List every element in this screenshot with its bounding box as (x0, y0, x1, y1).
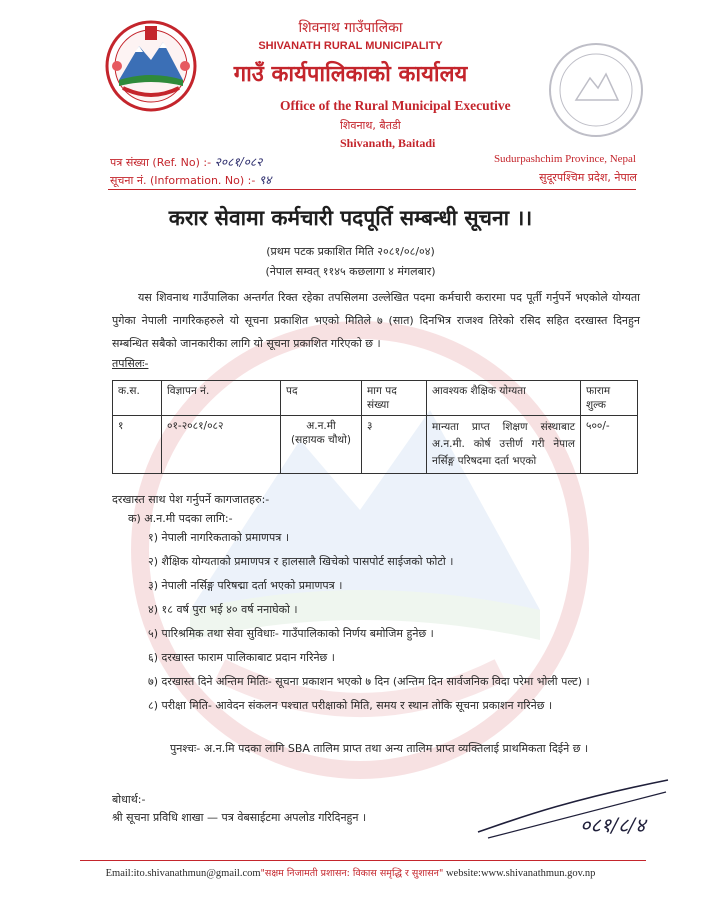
header-divider (108, 189, 636, 190)
province-english: Sudurpashchim Province, Nepal (493, 153, 636, 165)
list-item: ५) पारिश्रमिक तथा सेवा सुविधाः- गाउँपालिकाको निर्णय बमोजिम हुनेछ । (148, 627, 434, 640)
list-item: ८) परीक्षा मिति- आवेदन संकलन पश्चात परीक्षाको मिति, समय र स्थान तोकि सूचना प्रकाशन गरिनेछ । (148, 699, 553, 712)
col-header-fee: फाराम शुल्क (581, 381, 638, 416)
handwritten-signature (468, 772, 678, 852)
office-name-english: Office of the Rural Municipal Executive (280, 98, 511, 113)
information-number: सूचना नं. (Information. No) :- ९४ (110, 173, 272, 187)
footer-email[interactable]: Email:ito.shivanathmun@gmail.com (105, 868, 261, 879)
footer-website[interactable]: website:www.shivanathmun.gov.np (445, 868, 596, 879)
col-header-sn: क.स. (113, 381, 162, 416)
notice-title: करार सेवामा कर्मचारी पदपूर्ति सम्बन्धी सूचना ।। (168, 206, 533, 230)
list-item: १) नेपाली नागरिकताको प्रमाणपत्र । (148, 531, 289, 544)
col-header-count: माग पद संख्या (362, 381, 427, 416)
reference-number-value: २०८१/०८२ (214, 155, 263, 169)
cell-post-sub: (सहायक चौथो) (291, 434, 351, 446)
municipality-name-nepali: शिवनाथ गाउँपालिका (298, 20, 403, 36)
publication-date: (प्रथम पटक प्रकाशित मिति २०८१/०८/०४) (266, 245, 435, 258)
province-nepali: सुदूरपश्चिम प्रदेश, नेपाल (539, 171, 637, 184)
notice-body: यस शिवनाथ गाउँपालिका अन्तर्गत रिक्त रहेका तपसिलमा उल्लेखित पदमा कर्मचारी करारमा पद पूर्ती गर्नुपर्ने भएकोले योग्यता पुगेका नेपाली नागरिकहरुले यो सूचना प्रकाशित भएको मितिले ७ (सात) दिनभित्र राजश्व तिरेको रसिद सहित दरखास्त दिनहुन सम्बन्धित सबैको जानकारीका लागि यो सूचना प्रकाशित गरिएको छ । (112, 291, 640, 350)
list-item: ३) नेपाली नर्सिङ्ग परिषद्मा दर्ता भएको प्रमाणपत्र । (148, 579, 343, 592)
documents-list (148, 529, 660, 721)
list-item: २) शैक्षिक योग्यताको प्रमाणपत्र र हालसालै खिचेको पासपोर्ट साईजको फोटो । (148, 555, 454, 568)
cc-line: श्री सूचना प्रविधि शाखा — पत्र वेबसाईटमा अपलोड गरिदिनहुन । (112, 811, 367, 824)
footer-slogan: "सक्षम निजामती प्रशासन: विकास समृद्धि र सुशासन" (260, 868, 444, 879)
cell-post (281, 416, 362, 474)
list-item: ४) १८ वर्ष पुरा भई ४० वर्ष ननाघेको । (148, 603, 298, 616)
office-stamp (546, 40, 646, 140)
cell-fee: ५००/- (581, 416, 638, 474)
table-row (113, 416, 638, 474)
cell-qualification: मान्यता प्राप्त शिक्षण संस्थाबाट अ.न.मी. कोर्ष उत्तीर्ण गरी नेपाल नर्सिङ्ग परिषदमा दर्ता भएको (427, 416, 581, 474)
cc-heading: बोधार्थ:- (112, 793, 146, 806)
reference-number: पत्र संख्या (Ref. No) :- २०८१/०८२ (110, 155, 263, 169)
tapasil-label: तपसिलः- (112, 357, 149, 370)
documents-subheading: क) अ.न.मी पदका लागि:- (128, 512, 233, 525)
address-english: Shivanath, Baitadi (340, 136, 436, 150)
col-header-qualification: आवश्यक शैक्षिक योग्यता (427, 381, 581, 416)
documents-heading: दरखास्त साथ पेश गर्नुपर्ने कागजातहरु:- (112, 493, 270, 506)
cell-ad-no: ०१-२०८१/०८२ (162, 416, 281, 474)
note-punashcha: पुनश्चः- अ.न.मि पदका लागि SBA तालिम प्राप्त तथा अन्य तालिम प्राप्त व्यक्तिलाई प्राथमिकता दिईने छ । (170, 742, 589, 755)
information-number-value: ९४ (258, 173, 272, 187)
signature-date: ०८१/८/४ (580, 813, 646, 837)
cell-count: ३ (362, 416, 427, 474)
publication-date-nepal-sambat: (नेपाल सम्वत् ११४५ कछलागा ४ मंगलबार) (265, 265, 436, 278)
office-name-nepali: गाउँ कार्यपालिकाको कार्यालय (233, 62, 468, 87)
cell-sn: १ (113, 416, 162, 474)
vacancy-table (112, 380, 638, 474)
table-header-row (113, 381, 638, 416)
list-item: ६) दरखास्त फाराम पालिकाबाट प्रदान गरिनेछ । (148, 651, 335, 664)
address-nepali: शिवनाथ, बैतडी (340, 119, 401, 132)
list-item: ७) दरखास्त दिने अन्तिम मितिः- सूचना प्रकाशन भएको ७ दिन (अन्तिम दिन सार्वजनिक विदा परेमा भोली पल्ट) । (148, 675, 590, 688)
footer (0, 866, 701, 879)
footer-divider (80, 860, 646, 861)
cell-post-name: अ.न.मी (306, 420, 336, 432)
col-header-ad-no: विज्ञापन नं. (162, 381, 281, 416)
col-header-post: पद (281, 381, 362, 416)
municipality-name-english: SHIVANATH RURAL MUNICIPALITY (258, 40, 443, 52)
